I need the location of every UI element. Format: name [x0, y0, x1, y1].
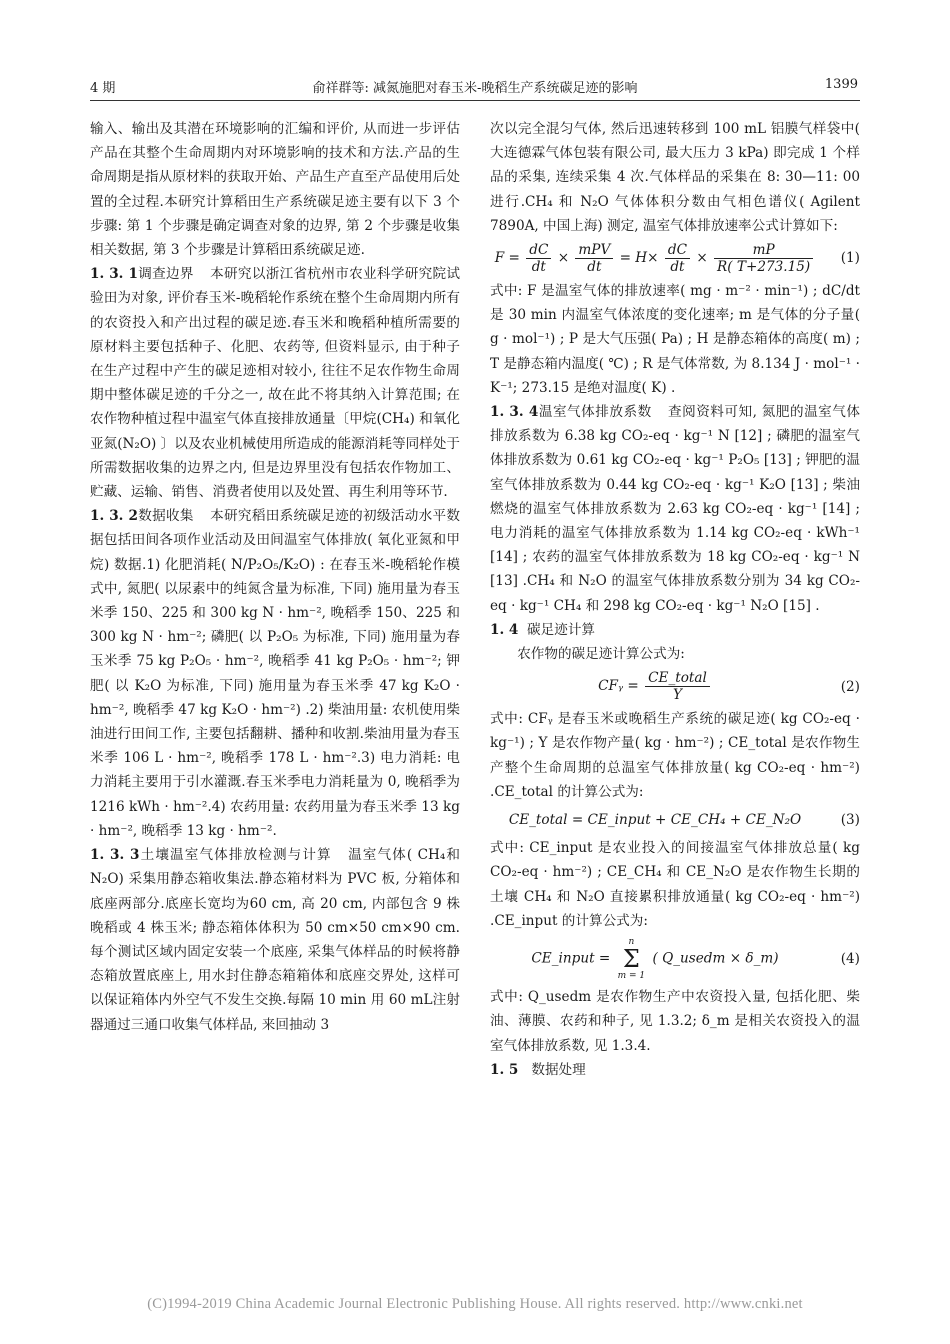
intro-paragraph: 输入、输出及其潜在环境影响的汇编和评价, 从而进一步评估产品在其整个生命周期内对环境影响的技术和方法.产品的生命周期是指从原材料的获取开始、产品生产直至产品使用后处置的全过程.本研究计算稻田生产系统碳足迹主要有以下 3 个步骤: 第 1 个步骤是确定调查对象的边界, 第 2 个步骤是收集相关数据, 第 3 个步骤是计算稻田系统碳足迹.: [90, 121, 460, 259]
eq3-explanation: 式中: CE_input 是农业投入的间接温室气体排放总量( kg CO₂-eq · hm⁻²) ; CE_CH₄ 和 CE_N₂O 是农作物生长期的土壤 CH₄ 和 N₂O 直接累积排放通量( kg CO₂-eq · hm⁻²) .CE_input 的计算公式为:: [490, 840, 860, 929]
issue-number: 4 期: [90, 81, 116, 96]
section-1-5-heading: 1. 5 数据处理: [490, 1061, 586, 1078]
cf-intro: 农作物的碳足迹计算公式为:: [517, 646, 685, 663]
equation-2: CFᵧ = $\frac{\text{CE\_total}}{Y}$ (2): [598, 670, 860, 704]
section-1-3-2: 1. 3. 2数据收集 本研究稻田系统碳足迹的初级活动水平数据包括田间各项作业活动及田间温室气体排放( 氧化亚氮和甲烷) 数据.1) 化肥消耗( N/P₂O₅/K₂O) : 在春玉米-晚稻轮作模式中, 氮肥( 以尿素中的纯氮含量为标准, 下同) 施用量为春玉米季 150、225 和 300 kg N · hm⁻², 晚稻季 150、225 和 300 kg N · hm⁻²; 磷肥( 以 P₂O₅ 为标准, 下同) 施用量为春玉米季 75 kg P₂O₅ · hm⁻², 晚稻季 41 kg P₂O₅ · hm⁻²; 钾肥( 以 K₂O 为标准, 下同) 施用量为春玉米季 47 kg K₂O · hm⁻², 晚稻季 47 kg K₂O · hm⁻²) .2) 柴油用量: 农机使用柴油进行田间工作, 主要包括翻耕、播种和收割.柴油用量为春玉米季 106 L · hm⁻², 晚稻季 178 L · hm⁻².3) 电力消耗: 电力消耗主要用于引水灌溉.春玉米季电力消耗量为 0, 晚稻季为 1216 kWh · hm⁻².4) 农药用量: 农药用量为春玉米季 13 kg · hm⁻², 晚稻季 13 kg · hm⁻².: [90, 508, 461, 839]
section-1-4-heading: 1. 4 碳足迹计算: [490, 621, 596, 638]
running-title: 俞祥群等: 减氮施肥对春玉米-晚稻生产系统碳足迹的影响: [312, 81, 638, 96]
left-column: [90, 117, 460, 1037]
eq4-explanation: 式中: Q_usedm 是农作物生产中农资投入量, 包括化肥、柴油、薄膜、农药和种子, 见 1.3.2; δ_m 是相关农资投入的温室气体排放系数, 见 1.3.4.: [490, 989, 860, 1054]
header-rule: [90, 100, 860, 101]
sampling-paragraph: 次以完全混匀气体, 然后迅速转移到 100 mL 铝膜气样袋中( 大连德霖气体包装有限公司, 最大压力 3 kPa) 即完成 1 个样品的采集, 连续采集 4 次.气体样品的采集在 8: 30—11: 00 进行.CH₄ 和 N₂O 气体体积分数由气相色谱仪( Agilent 7890A, 中国上海) 测定, 温室气体排放速率公式计算如下:: [490, 121, 860, 234]
page-number: 1399: [824, 77, 858, 92]
copyright-footer: (C)1994-2019 China Academic Journal Electronic Publishing House. All rights reserved. http://www.cnki.net: [147, 1296, 803, 1312]
section-1-3-3: 1. 3. 3土壤温室气体排放检测与计算 温室气体( CH₄和 N₂O) 采集用静态箱收集法.静态箱材料为 PVC 板, 分箱体和底座两部分.底座长宽均为60 cm, 高 20 cm, 内部包含 9 株晚稻或 4 株玉米; 静态箱体体积为 50 cm×50 cm×90 cm.每个测试区域内固定安装一个底座, 采集气体样品的时候将静态箱放置底座上, 用水封住静态箱箱体和底座交界处, 这样可以保证箱体内外空气不发生交换.每隔 10 min 用 60 mL注射器通过三通口收集气体样品, 来回抽动 3: [90, 847, 460, 1033]
eq2-explanation: 式中: CFᵧ 是春玉米或晚稻生产系统的碳足迹( kg CO₂-eq · kg⁻¹) ; Y 是农作物产量( kg · hm⁻²) ; CE_total 是农作物生产整个生命周期的总温室气体排放量( kg CO₂-eq · hm⁻²) .CE_total 的计算公式为:: [490, 711, 860, 800]
equation-1: F = $\frac{dC}{dt}$ × $\frac{\text{mPV}}{dt}$ = H× $\frac{dC}{dt}$ × $\frac{mP}{R( T+273.15)}$ (1): [494, 242, 860, 276]
equation-3: CE_total = CE_input + CE_CH₄ + CE_N₂O (3): [508, 812, 860, 829]
eq1-explanation: 式中: F 是温室气体的排放速率( mg · m⁻² · min⁻¹) ; dC/dt 是 30 min 内温室气体浓度的变化速率; m 是气体的分子量( g · mol⁻¹) ; P 是大气压强( Pa) ; H 是静态箱体的高度( m) ; T 是静态箱内温度( ℃) ; R 是气体常数, 为 8.134 J · mol⁻¹ · K⁻¹; 273.15 是绝对温度( K) .: [490, 283, 860, 396]
equation-4: CE_input = n Σ m = 1 ( Q_usedm × δ_m) (4): [531, 937, 860, 982]
section-1-3-1: 1. 3. 1调查边界 本研究以浙江省杭州市农业科学研究院试验田为对象, 评价春玉米-晚稻轮作系统在整个生命周期内所有的农资投入和产出过程的碳足迹.春玉米和晚稻种植所需要的原材料主要包括种子、化肥、农药等, 但资料显示, 由于种子在生产过程中产生的碳足迹相对较小, 往往不足农作物生命周期中整体碳足迹的千分之一, 故在此不将其纳入计算范围; 在农作物种植过程中温室气体直接排放通量〔甲烷(CH₄) 和氧化亚氮(N₂O) 〕以及农业机械使用所造成的能源消耗等同样处于所需数据收集的边界之内, 但是边界里没有包括农作物加工、贮藏、运输、销售、消费者使用以及处置、再生利用等环节.: [90, 266, 461, 501]
section-1-3-4: 1. 3. 4温室气体排放系数 查阅资料可知, 氮肥的温室气体排放系数为 6.38 kg CO₂-eq · kg⁻¹ N [12] ; 磷肥的温室气体排放系数为 0.61 kg CO₂-eq · kg⁻¹ P₂O₅ [13] ; 钾肥的温室气体排放系数为 0.44 kg CO₂-eq · kg⁻¹ K₂O [13] ; 柴油燃烧的温室气体排放系数为 2.63 kg CO₂-eq · kg⁻¹ [14] ; 电力消耗的温室气体排放系数为 1.14 kg CO₂-eq · kWh⁻¹ [14] ; 农药的温室气体排放系数为 18 kg CO₂-eq · kg⁻¹ N [13] .CH₄ 和 N₂O 的温室气体排放系数分别为 34 kg CO₂-eq · kg⁻¹ CH₄ 和 298 kg CO₂-eq · kg⁻¹ N₂O [15] .: [490, 404, 860, 614]
right-column: [490, 117, 860, 1082]
